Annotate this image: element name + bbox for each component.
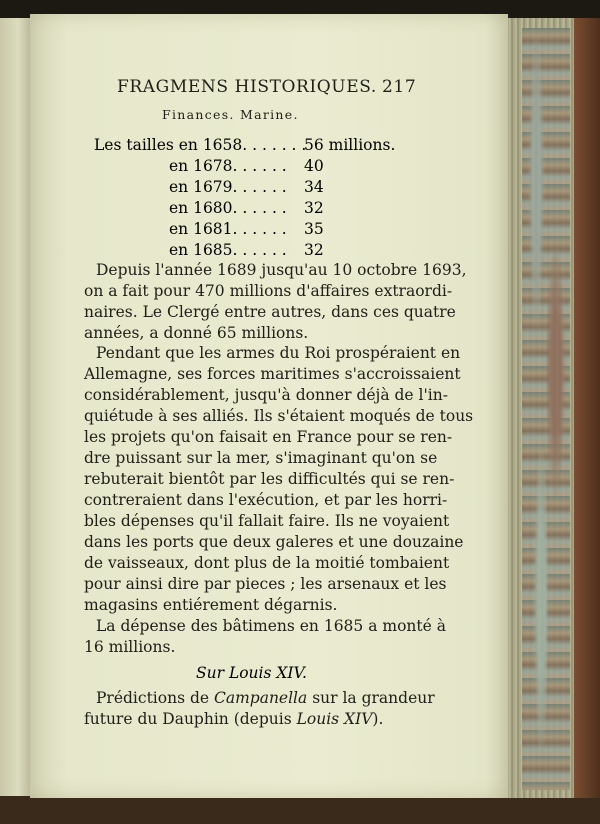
paragraph-line: Allemagne, ses forces maritimes s'accroissaient: [84, 365, 461, 383]
paragraph-line: dans les ports que deux galeres et une douzaine: [84, 533, 464, 551]
paragraph-line: pour ainsi dire par pieces ; les arsenaux et les: [84, 575, 447, 593]
paragraph-line: considérablement, jusqu'à donner déjà de l'in-: [84, 386, 448, 404]
paragraph-line: contreraient dans l'exécution, et par les horri-: [84, 491, 448, 509]
paragraph-line: 16 millions.: [84, 638, 176, 656]
paragraph-line: quiétude à ses alliés. Ils s'étaient moqués de tous: [84, 407, 474, 425]
paragraph-line: [96, 689, 435, 707]
subheading: Finances. Marine.: [162, 107, 299, 122]
italic-name: Campanella: [213, 689, 308, 707]
paragraph-line: dre puissant sur la mer, s'imaginant qu'on se: [84, 449, 438, 467]
left-page-edge: [0, 18, 31, 796]
table-row-label: en 1681. . . . . .: [169, 220, 287, 238]
paragraph-line: Pendant que les armes du Roi prospéraient en: [96, 344, 461, 362]
paragraph-line: [84, 710, 383, 728]
paragraph-line: Depuis l'année 1689 jusqu'au 10 octobre 1693,: [96, 261, 467, 279]
table-row-value: 40: [304, 157, 324, 175]
table-row-value: 34: [304, 178, 324, 196]
book-cover-right: [574, 18, 600, 798]
text-run: future du Dauphin (depuis: [84, 710, 297, 728]
header-title: FRAGMENS HISTORIQUES.: [117, 77, 377, 97]
marbled-edge: [522, 28, 570, 790]
paragraph-line: La dépense des bâtimens en 1685 a monté à: [96, 617, 446, 635]
paragraph-line: on a fait pour 470 millions d'affaires extraordi-: [84, 282, 453, 300]
table-row-label: en 1678. . . . . .: [169, 157, 287, 175]
table-row-value: 56 millions.: [304, 136, 396, 154]
paragraph-line: bles dépenses qu'il fallait faire. Ils ne voyaient: [84, 512, 450, 530]
table-row-value: 32: [304, 241, 324, 259]
section-title: Sur Louis XIV.: [196, 664, 307, 682]
table-row-label: en 1680. . . . . .: [169, 199, 287, 217]
page-number: 217: [382, 77, 417, 97]
text-run: ).: [372, 710, 384, 728]
table-row-label: en 1685. . . . . .: [169, 241, 287, 259]
table-row-label: en 1679. . . . . .: [169, 178, 287, 196]
text-run: Prédictions de: [96, 689, 214, 707]
paragraph-line: de vaisseaux, dont plus de la moitié tombaient: [84, 554, 450, 572]
paragraph-line: naires. Le Clergé entre autres, dans ces quatre: [84, 303, 456, 321]
page-edges: [508, 18, 580, 798]
table-row-value: 35: [304, 220, 324, 238]
paragraph-line: années, a donné 65 millions.: [84, 324, 309, 342]
running-header: [117, 77, 417, 97]
table-row-label: Les tailles en 1658. . . . . . .: [94, 136, 307, 154]
paragraph-line: rebuterait bientôt par les difficultés qui se ren-: [84, 470, 455, 488]
italic-name: Louis XIV: [296, 710, 373, 728]
table-row-value: 32: [304, 199, 324, 217]
text-run: sur la grandeur: [307, 689, 435, 707]
paragraph-line: magasins entiérement dégarnis.: [84, 596, 338, 614]
paragraph-line: les projets qu'on faisait en France pour se ren-: [84, 428, 453, 446]
